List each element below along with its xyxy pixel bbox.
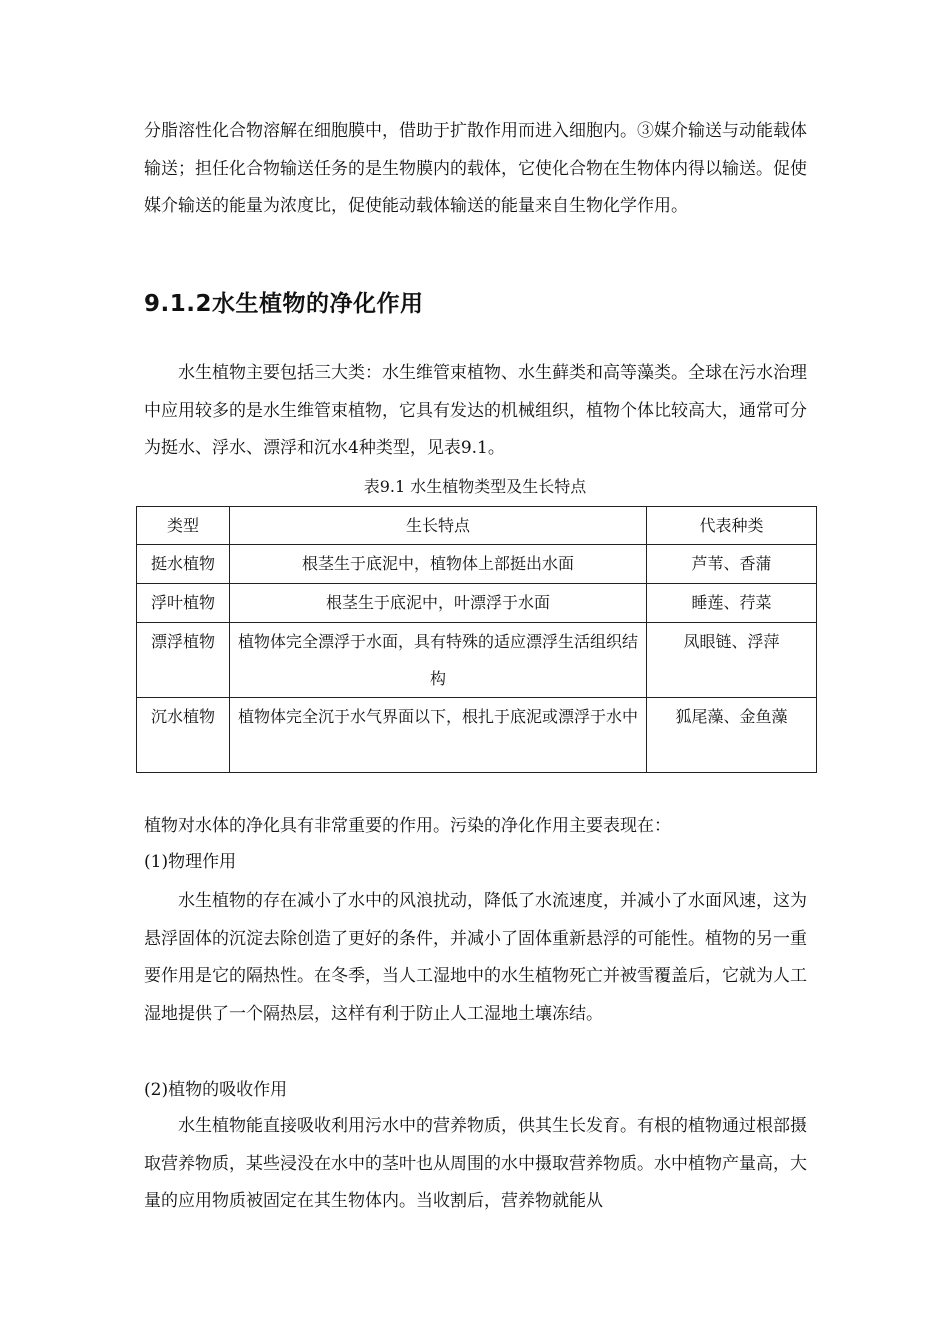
table-cell: 根茎生于底泥中，植物体上部挺出水面: [230, 545, 647, 584]
absorption-paragraph: 水生植物能直接吸收利用污水中的营养物质，供其生长发育。有根的植物通过根部摄取营养物质，某些浸没在水中的茎叶也从周围的水中摄取营养物质。水中植物产量高，大量的应用物质被固定在其生物体内。当收割后，营养物就能从: [144, 1116, 807, 1211]
table-cell: 植物体完全沉于水气界面以下，根扎于底泥或漂浮于水中: [230, 698, 647, 773]
purification-intro: 植物对水体的净化具有非常重要的作用。污染的净化作用主要表现在：: [144, 816, 671, 836]
header-type: 类型: [137, 507, 230, 545]
table-cell: 挺水植物: [137, 545, 230, 584]
table-cell: 漂浮植物: [137, 623, 230, 698]
absorption-label: (2)植物的吸收作用: [144, 1080, 288, 1100]
table-cell: 狐尾藻、金鱼藻: [647, 698, 817, 773]
table-caption: 表9.1 水生植物类型及生长特点: [363, 477, 587, 496]
table-row: [137, 698, 817, 773]
table-cell: 芦苇、香蒲: [647, 545, 817, 584]
header-species: 代表种类: [647, 507, 817, 545]
table-row: [137, 623, 817, 698]
table-cell: 睡莲、荇菜: [647, 584, 817, 623]
intro-paragraph: 分脂溶性化合物溶解在细胞膜中，借助于扩散作用而进入细胞内。③媒介输送与动能载体输送；担任化合物输送任务的是生物膜内的载体，它使化合物在生物体内得以输送。促使媒介输送的能量为浓度比，促使能动载体输送的能量来自生物化学作用。: [144, 121, 807, 216]
table-header-row: [137, 507, 817, 545]
table-row: [137, 584, 817, 623]
table-cell: 凤眼链、浮萍: [647, 623, 817, 698]
physical-label: (1)物理作用: [144, 852, 237, 872]
table-cell: 植物体完全漂浮于水面，具有特殊的适应漂浮生活组织结构: [230, 623, 647, 698]
physical-paragraph: 水生植物的存在减小了水中的风浪扰动，降低了水流速度，并减小了水面风速，这为悬浮固体的沉淀去除创造了更好的条件，并减小了固体重新悬浮的可能性。植物的另一重要作用是它的隔热性。在冬季，当人工湿地中的水生植物死亡并被雪覆盖后，它就为人工湿地提供了一个隔热层，这样有利于防止人工湿地土壤冻结。: [144, 891, 807, 1024]
header-growth: 生长特点: [230, 507, 647, 545]
table-cell: 沉水植物: [137, 698, 230, 773]
table-cell: 根茎生于底泥中，叶漂浮于水面: [230, 584, 647, 623]
section-paragraph: 水生植物主要包括三大类：水生维管束植物、水生藓类和高等藻类。全球在污水治理中应用较多的是水生维管束植物，它具有发达的机械组织，植物个体比较高大，通常可分为挺水、浮水、漂浮和沉水4种类型，见表9.1。: [144, 363, 807, 458]
section-heading: 9.1.2水生植物的净化作用: [144, 291, 424, 317]
plant-types-table: [136, 506, 817, 773]
table-row: [137, 545, 817, 584]
table-cell: 浮叶植物: [137, 584, 230, 623]
